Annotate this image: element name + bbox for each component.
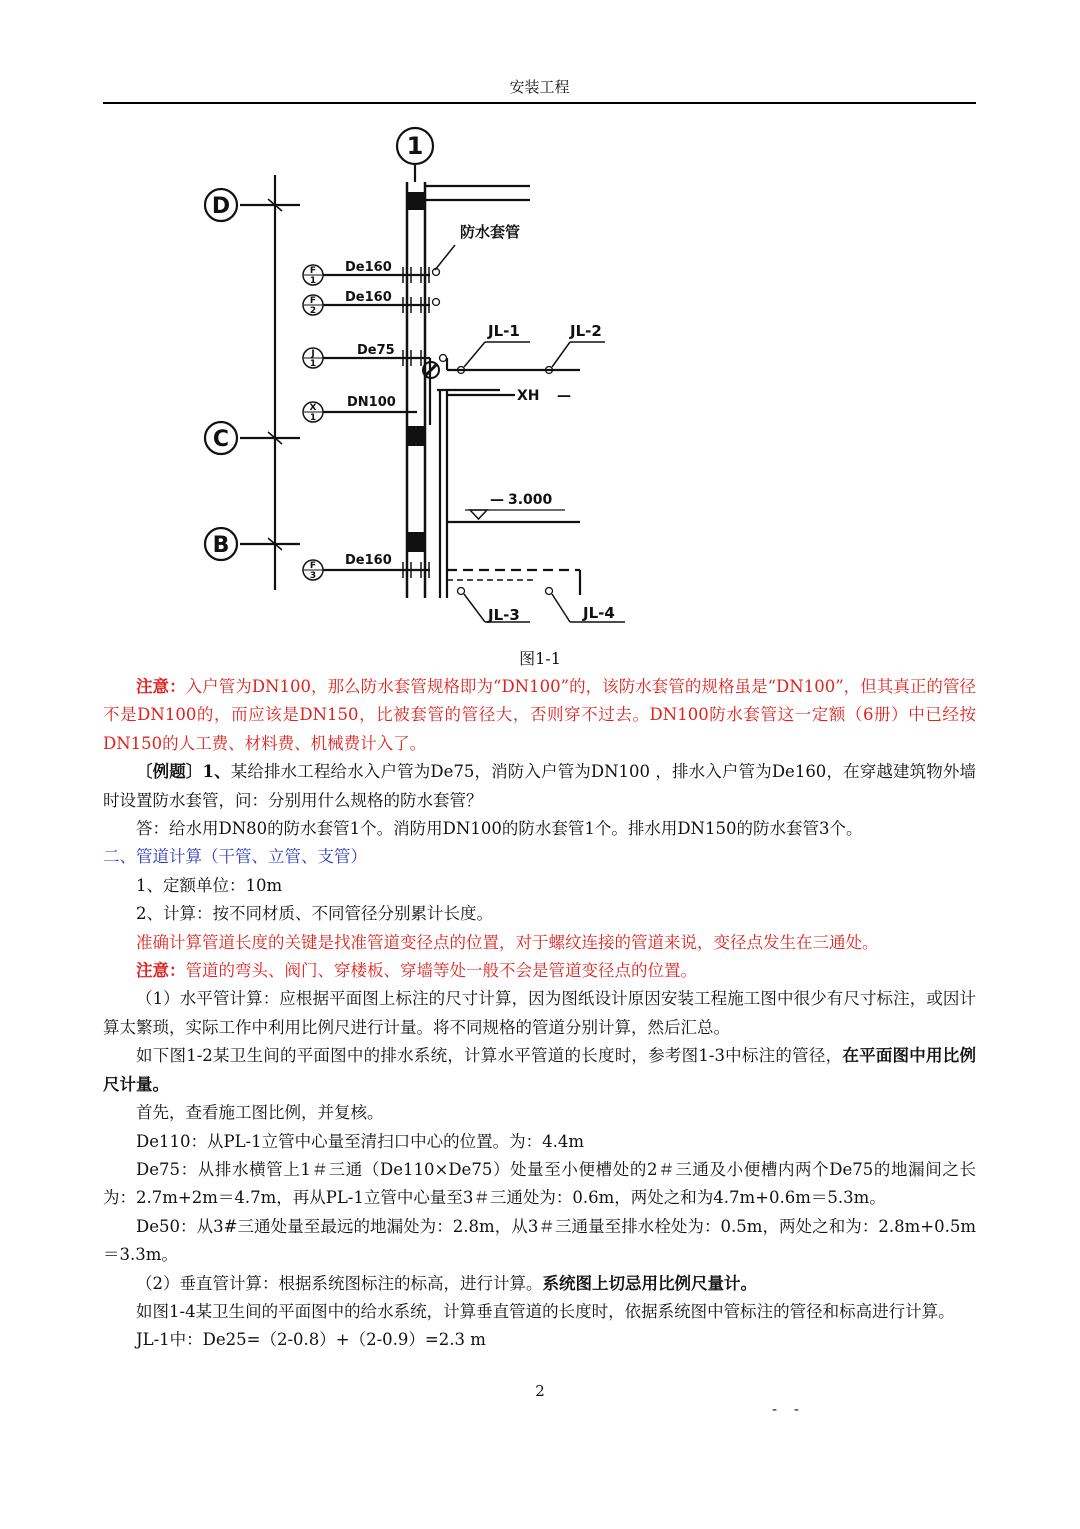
header-title: 安装工程 — [509, 78, 570, 96]
symbol-f1: F — [309, 266, 317, 276]
answer-paragraph: 答：给水用DN80的防水套管1个。消防用DN100的防水套管1个。排水用DN150的防水套管3个。 — [136, 819, 863, 839]
symbol-f2: F — [309, 296, 317, 306]
first-step-paragraph: 首先，查看施工图比例，并复核。 — [136, 1103, 384, 1123]
horizontal-pipe-paragraph: （1）水平管计算：应根据平面图上标注的尺寸计算，因为图纸设计原因安装工程施工图中很少有尺寸标注，或因计算太繁琐，实际工作中利用比例尺进行计量。将不同规格的管道分别计算，然后汇总。 — [103, 989, 976, 1037]
symbol-j1: J — [311, 349, 315, 359]
sleeve-label: 防水套管 — [460, 223, 521, 241]
note-paragraph-2: 注意：管道的弯头、阀门、穿楼板、穿墙等处一般不会是管道变径点的位置。 — [136, 961, 697, 981]
riser-label-jl2: JL-2 — [570, 322, 602, 340]
symbol-f3: F — [309, 561, 317, 571]
de75-paragraph: De75：从排水横管上1＃三通（De110×De75）处量至小便槽处的2＃三通及小便槽内两个De75的地漏间之长为：2.7m+2m＝4.7m，再从PL-1立管中心量至3＃三通处为：0.6m，两处之和为4.7m+0.6m＝5.3m。 — [103, 1159, 976, 1208]
page-number: 2 — [535, 1382, 545, 1400]
riser-label-jl1: JL-1 — [488, 322, 520, 340]
svg-text:—: — — [490, 492, 504, 508]
note-label: 注意： — [136, 677, 186, 696]
symbol-x1: X — [309, 403, 317, 413]
grid-label-c: C — [212, 427, 230, 452]
symbol-x1-sub: 1 — [309, 413, 317, 423]
vertical-pipe-paragraph: （2）垂直管计算：根据系统图标注的标高，进行计算。系统图上切忌用比例尺量计。 — [136, 1273, 757, 1293]
column-block — [408, 532, 424, 552]
figure-1-4-paragraph: 如图1-4某卫生间的平面图中的给水系统，计算垂直管道的长度时，依据系统图中管标注的管径和标高进行计算。 — [136, 1301, 955, 1321]
page-header — [103, 76, 976, 104]
pipe-diagram — [185, 120, 645, 632]
riser-label-jl3: JL-3 — [488, 606, 520, 624]
pipe-label-de160-c: De160 — [345, 553, 392, 568]
elevation-label: 3.000 — [508, 492, 553, 508]
pipe-label-dn100: DN100 — [347, 395, 396, 410]
riser-label-jl4: JL-4 — [583, 604, 615, 622]
footer-marks: - - — [772, 1400, 805, 1418]
jl1-calculation: JL-1中：De25=（2-0.8）+（2-0.9）=2.3 m — [136, 1330, 486, 1350]
list-item-1: 1、定额单位：10m — [136, 875, 283, 895]
de110-paragraph: De110：从PL-1立管中心量至清扫口中心的位置。为：4.4m — [136, 1131, 585, 1151]
grid-label-1: 1 — [406, 132, 424, 160]
list-item-2: 2、计算：按不同材质、不同管径分别累计长度。 — [136, 904, 493, 924]
symbol-f1-sub: 1 — [309, 276, 317, 286]
example-paragraph: 〔例题〕1、某给排水工程给水入户管为De75，消防入户管为DN100 ，排水入户管为De160，在穿越建筑物外墙时设置防水套管，问：分别用什么规格的防水套管？ — [103, 762, 976, 810]
svg-text:—: — — [557, 388, 571, 404]
grid-label-d: D — [211, 194, 231, 219]
pipe-label-de160-b: De160 — [345, 290, 392, 305]
de50-paragraph: De50：从3#三通处量至最远的地漏处为：2.8m，从3＃三通量至排水栓处为：0.5m，两处之和为：2.8m+0.5m＝3.3m。 — [103, 1216, 976, 1265]
note-paragraph-1: 注意：入户管为DN100，那么防水套管规格即为“DN100”的，该防水套管的规格虽是“DN100”，但其真正的管径不是DN100的，而应该是DN150，比被套管的管径大，否则穿不过去。DN100防水套管这一定额（6册）中已经按DN150的人工费、材料费、机械费计入了。 — [103, 677, 976, 753]
key-point-paragraph: 准确计算管道长度的关键是找准管道变径点的位置，对于螺纹连接的管道来说，变径点发生在三通处。 — [136, 932, 879, 952]
figure-1-1 — [185, 120, 645, 632]
symbol-f3-sub: 3 — [309, 571, 317, 581]
grid-label-b: B — [212, 533, 230, 558]
pipe-label-de160-a: De160 — [345, 260, 392, 275]
symbol-j1-sub: 1 — [309, 359, 317, 369]
pipe-label-de75: De75 — [357, 343, 395, 358]
column-block — [408, 426, 424, 446]
body-text — [103, 673, 976, 1355]
column-block — [408, 192, 424, 210]
figure-caption: 图1-1 — [519, 649, 561, 668]
figure-1-2-paragraph: 如下图1-2某卫生间的平面图中的排水系统，计算水平管道的长度时，参考图1-3中标注的管径，在平面图中用比例尺计量。 — [103, 1046, 976, 1094]
riser-label-xh: XH — [517, 388, 540, 404]
symbol-f2-sub: 2 — [309, 306, 317, 316]
section-heading-2: 二、管道计算（干管、立管、支管） — [103, 847, 367, 867]
